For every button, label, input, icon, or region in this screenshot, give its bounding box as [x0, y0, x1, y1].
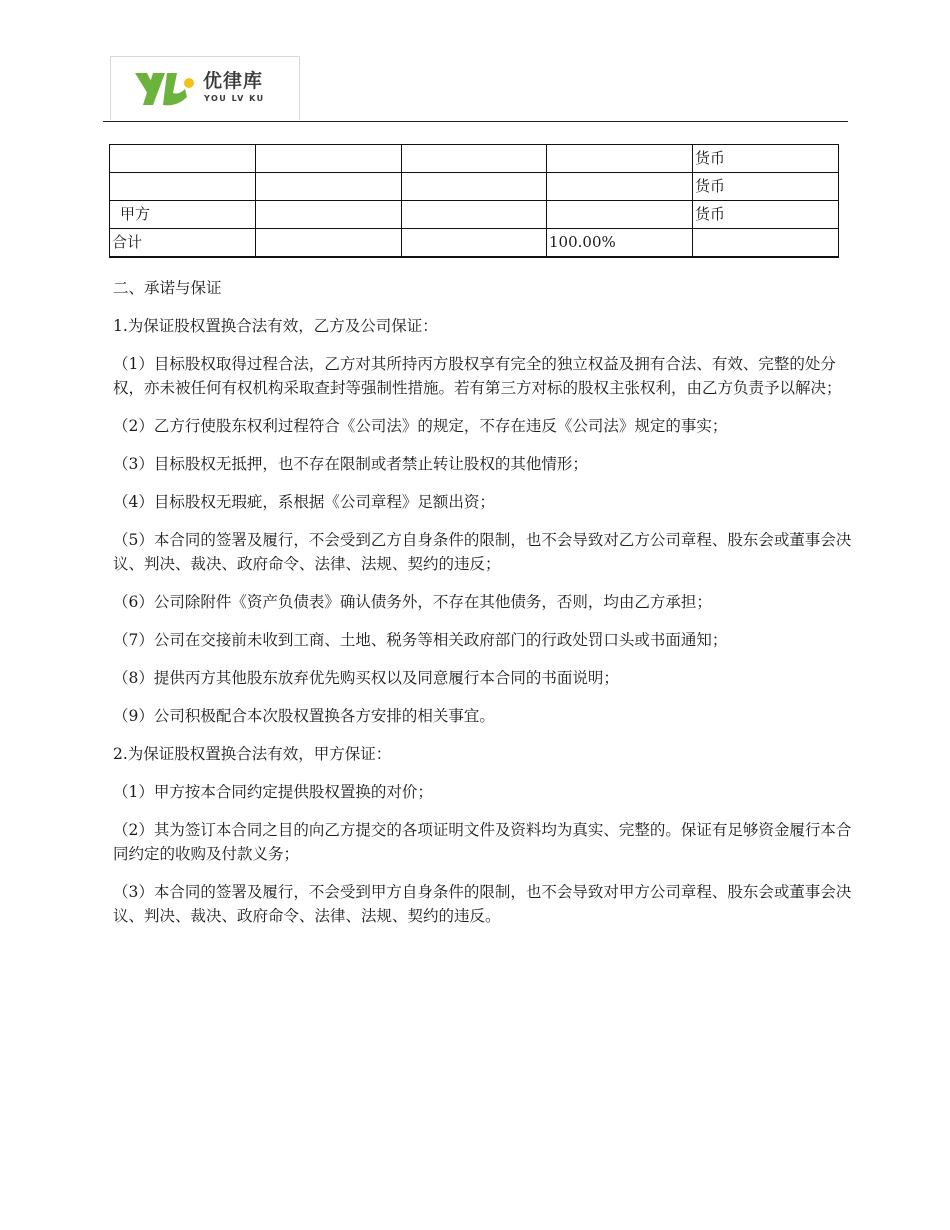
table-cell — [693, 229, 839, 258]
header-divider — [103, 121, 848, 122]
table-cell: 合计 — [110, 229, 256, 258]
youlvku-logo-icon — [131, 69, 197, 109]
table-cell — [256, 229, 402, 258]
table-row-total — [110, 229, 839, 258]
table-cell — [547, 173, 693, 201]
table-cell — [110, 145, 256, 173]
table-cell — [547, 145, 693, 173]
table-cell — [402, 201, 547, 229]
table-cell — [402, 145, 547, 173]
clause-item: （2）其为签订本合同之目的向乙方提交的各项证明文件及资料均为真实、完整的。保证有足够资金履行本合同约定的收购及付款义务； — [113, 821, 852, 863]
clause-item: （7）公司在交接前未收到工商、土地、税务等相关政府部门的行政处罚口头或书面通知； — [113, 631, 728, 649]
clause-heading: 1.为保证股权置换合法有效，乙方及公司保证： — [113, 317, 438, 335]
clause-item: （1）目标股权取得过程合法，乙方对其所持丙方股权享有完全的独立权益及拥有合法、有效、完整的处分权，亦未被任何有权机构采取查封等强制性措施。若有第三方对标的股权主张权利，由乙方负责予以解决； — [113, 355, 842, 397]
table-cell: 100.00% — [547, 229, 693, 258]
clause-item: （6）公司除附件《资产负债表》确认债务外，不存在其他债务，否则，均由乙方承担； — [113, 593, 712, 611]
logo-text-cn: 优律库 — [203, 70, 264, 92]
table-row — [110, 173, 839, 201]
table-cell — [256, 173, 402, 201]
table-cell: 甲方 — [110, 201, 256, 229]
clause-item: （5）本合同的签署及履行，不会受到乙方自身条件的限制，也不会导致对乙方公司章程、股东会或董事会决议、判决、裁决、政府命令、法律、法规、契约的违反； — [113, 531, 852, 573]
clause-item: （2）乙方行使股东权利过程符合《公司法》的规定，不存在违反《公司法》规定的事实； — [113, 417, 728, 435]
section-title: 二、承诺与保证 — [113, 279, 222, 297]
table-cell — [402, 173, 547, 201]
clause-item: （4）目标股权无瑕疵，系根据《公司章程》足额出资； — [113, 493, 495, 511]
table-cell — [256, 201, 402, 229]
table-cell — [402, 229, 547, 258]
clause-item: （3）目标股权无抵押，也不存在限制或者禁止转让股权的其他情形； — [113, 455, 588, 473]
clause-item: （3）本合同的签署及履行，不会受到甲方自身条件的限制，也不会导致对甲方公司章程、股东会或董事会决议、判决、裁决、政府命令、法律、法规、契约的违反。 — [113, 883, 852, 925]
document-body — [113, 276, 853, 942]
table-cell — [547, 201, 693, 229]
table-cell: 货币 — [693, 173, 839, 201]
table-cell: 货币 — [693, 201, 839, 229]
equity-table — [109, 144, 839, 258]
clause-heading: 2.为保证股权置换合法有效，甲方保证： — [113, 745, 392, 763]
clause-item: （1）甲方按本合同约定提供股权置换的对价； — [113, 783, 433, 801]
table-cell — [256, 145, 402, 173]
logo-text-en: YOU LV KU — [204, 94, 265, 103]
table-row — [110, 145, 839, 173]
table-cell — [110, 173, 256, 201]
logo — [110, 56, 300, 120]
table-row — [110, 201, 839, 229]
table-cell: 货币 — [693, 145, 839, 173]
clause-item: （8）提供丙方其他股东放弃优先购买权以及同意履行本合同的书面说明； — [113, 669, 619, 687]
clause-item: （9）公司积极配合本次股权置换各方安排的相关事宜。 — [113, 707, 495, 725]
